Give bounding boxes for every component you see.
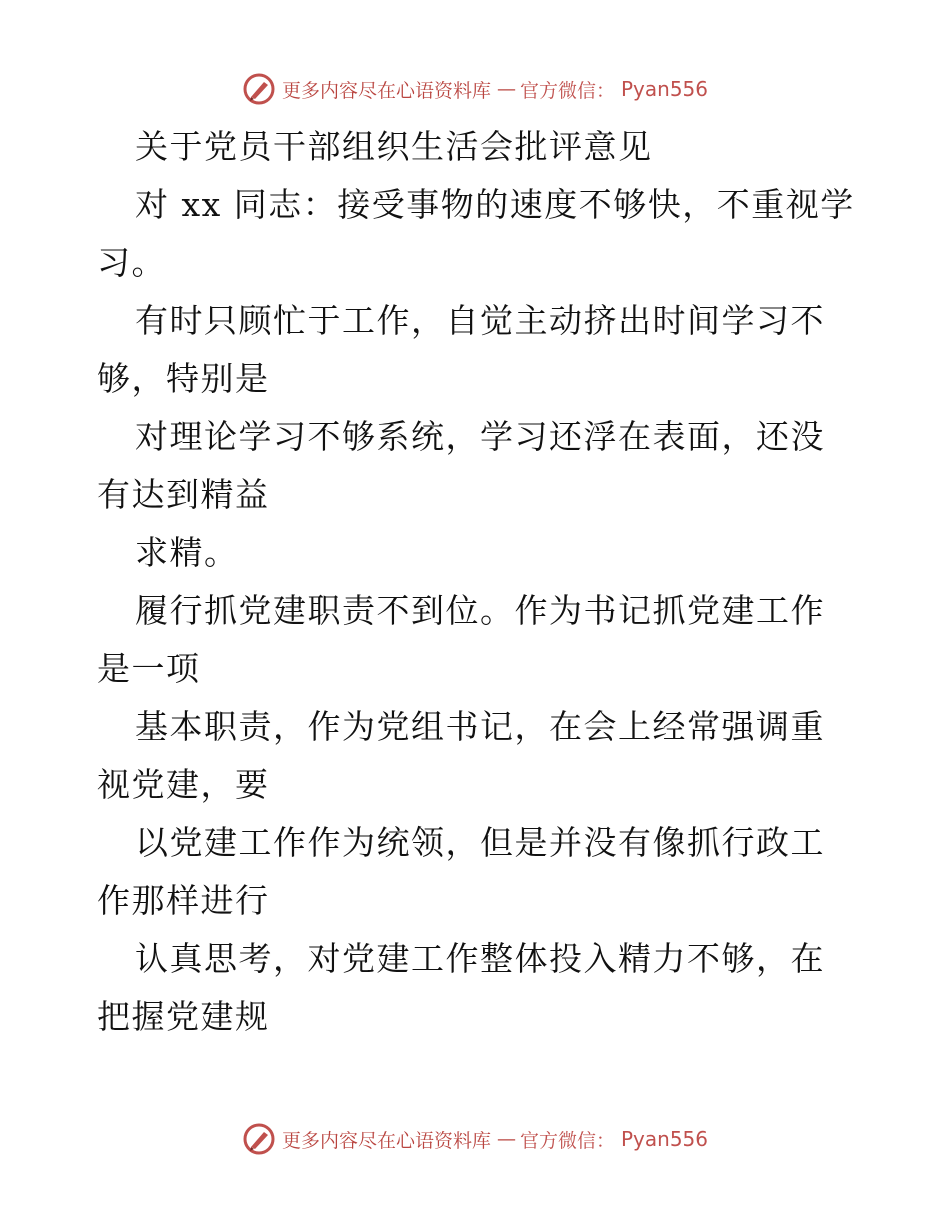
watermark-dash: —	[496, 78, 514, 100]
paragraph-4: 求精。	[135, 533, 239, 572]
watermark-label: 官方微信：	[519, 1129, 615, 1152]
paragraph-7: 以党建工作作为统领，但是并没有像抓行政工作那样进行	[97, 823, 825, 920]
watermark-text: 更多内容尽在心语资料库	[281, 79, 491, 102]
document-body	[97, 118, 857, 1046]
pen-circle-logo-icon	[242, 1122, 276, 1156]
watermark-text: 更多内容尽在心语资料库	[281, 1129, 491, 1152]
watermark-id: Pyan556	[621, 1127, 709, 1151]
paragraph-2: 有时只顾忙于工作，自觉主动挤出时间学习不够，特别是	[97, 301, 825, 398]
paragraph-5: 履行抓党建职责不到位。作为书记抓党建工作是一项	[97, 591, 825, 688]
watermark-id: Pyan556	[621, 77, 709, 101]
watermark-label: 官方微信：	[519, 79, 615, 102]
paragraph-8: 认真思考，对党建工作整体投入精力不够，在把握党建规	[97, 939, 825, 1036]
paragraph-1: 对 xx 同志：接受事物的速度不够快，不重视学习。	[97, 185, 855, 282]
paragraph-3: 对理论学习不够系统，学习还浮在表面，还没有达到精益	[97, 417, 825, 514]
header-watermark	[0, 72, 950, 106]
footer-watermark	[0, 1122, 950, 1156]
pen-circle-logo-icon	[242, 72, 276, 106]
watermark-dash: —	[496, 1128, 514, 1150]
paragraph-6: 基本职责，作为党组书记，在会上经常强调重视党建，要	[97, 707, 825, 804]
document-title: 关于党员干部组织生活会批评意见	[135, 127, 653, 166]
